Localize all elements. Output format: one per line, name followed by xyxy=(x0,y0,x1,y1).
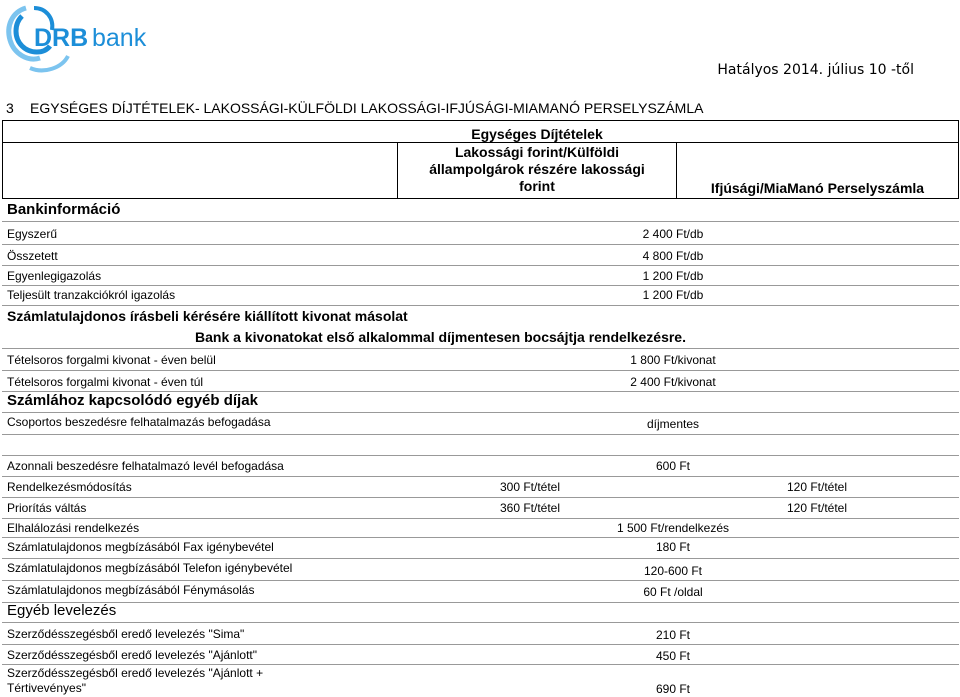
header-subline xyxy=(2,142,959,143)
row-photocopy-value: 60 Ft /oldal xyxy=(643,585,703,599)
row-divider xyxy=(2,537,959,538)
row-transaction-cert-label: Teljesült tranzakciókról igazolás xyxy=(7,288,176,302)
row-fax-value: 180 Ft xyxy=(655,540,691,554)
table-top-border xyxy=(2,120,959,121)
row-itemized-over-year-label: Tételsoros forgalmi kivonat - éven túl xyxy=(7,375,204,389)
row-priority-change-label: Priorítás váltás xyxy=(7,501,87,515)
row-group-collection-label: Csoportos beszedésre felhatalmazás befogadása xyxy=(7,415,271,429)
table-right-border xyxy=(958,120,959,198)
row-priority-change-youth: 120 Ft/tétel xyxy=(786,501,848,515)
table-left-border xyxy=(2,120,3,198)
row-phone-label: Számlatulajdonos megbízásából Telefon igénybevétel xyxy=(7,561,293,575)
row-group-collection-value: díjmentes xyxy=(646,417,700,431)
row-fax-label: Számlatulajdonos megbízásából Fax igénybevétel xyxy=(7,540,274,554)
row-divider xyxy=(2,455,959,456)
section-title: EGYSÉGES DÍJTÉTELEK- LAKOSSÁGI-KÜLFÖLDI LAKOSSÁGI-IFJÚSÁGI-MIAMANÓ PERSELYSZÁMLA xyxy=(30,100,704,116)
bankinfo-heading: Bankinformáció xyxy=(7,201,121,218)
row-mail-simple-label: Szerződésszegésből eredő levelezés "Sima" xyxy=(7,627,245,641)
statement-copy-note: Bank a kivonatokat első alkalommal díjmentesen bocsájtja rendelkezésre. xyxy=(195,329,686,345)
row-order-modification-main: 300 Ft/tétel xyxy=(499,480,561,494)
row-divider xyxy=(2,265,959,266)
row-divider xyxy=(2,412,959,413)
row-divider xyxy=(2,518,959,519)
row-divider xyxy=(2,476,959,477)
header-retail-line: Lakossági forint/Külföldi xyxy=(454,144,620,160)
row-divider xyxy=(2,370,959,371)
row-divider xyxy=(2,305,959,306)
row-balance-label: Egyenlegigazolás xyxy=(7,269,102,283)
row-balance-value: 1 200 Ft/db xyxy=(642,269,704,283)
logo-drb-text: DRB xyxy=(34,24,89,52)
logo-bank-text: bank xyxy=(92,24,147,52)
row-instant-collection-value: 600 Ft xyxy=(655,459,691,473)
header-forint-line: forint xyxy=(519,178,555,194)
row-divider xyxy=(2,664,959,665)
row-itemized-within-year-value: 1 800 Ft/kivonat xyxy=(630,353,716,367)
row-mail-registered-value: 450 Ft xyxy=(655,649,691,663)
row-divider xyxy=(2,602,959,603)
other-fees-heading: Számlához kapcsolódó egyéb díjak xyxy=(7,392,258,409)
row-simple-label: Egyszerű xyxy=(7,227,58,241)
row-divider xyxy=(2,558,959,559)
row-transaction-cert-value: 1 200 Ft/db xyxy=(642,288,704,302)
row-mail-registered-return-label-1: Szerződésszegésből eredő levelezés "Ajánlott + xyxy=(7,666,264,680)
header-bottom-border xyxy=(2,198,959,199)
row-death-disposition-label: Elhalálozási rendelkezés xyxy=(7,521,140,535)
row-divider xyxy=(2,644,959,645)
row-mail-registered-label: Szerződésszegésből eredő levelezés "Ajánlott" xyxy=(7,648,257,662)
row-divider xyxy=(2,434,959,435)
row-order-modification-label: Rendelkezésmódosítás xyxy=(7,480,132,494)
row-order-modification-youth: 120 Ft/tétel xyxy=(786,480,848,494)
effective-date: Hatályos 2014. július 10 -től xyxy=(717,62,914,78)
row-itemized-over-year-value: 2 400 Ft/kivonat xyxy=(630,375,716,389)
statement-copy-heading: Számlatulajdonos írásbeli kérésére kiállított kivonat másolat xyxy=(7,308,408,324)
other-mail-heading: Egyéb levelezés xyxy=(7,602,117,619)
row-death-disposition-value: 1 500 Ft/rendelkezés xyxy=(616,521,730,535)
row-mail-simple-value: 210 Ft xyxy=(655,628,691,642)
drb-bank-logo xyxy=(4,2,154,78)
header-foreign-line: állampolgárok részére lakossági xyxy=(429,161,645,177)
row-complex-value: 4 800 Ft/db xyxy=(642,249,704,263)
row-mail-registered-return-value: 690 Ft xyxy=(655,682,691,696)
row-simple-value: 2 400 Ft/db xyxy=(642,227,704,241)
row-divider xyxy=(2,285,959,286)
row-divider xyxy=(2,221,959,222)
header-unified-fees: Egységes Díjtételek xyxy=(471,126,603,142)
row-mail-registered-return-label-2: Tértivevényes" xyxy=(7,681,86,695)
row-instant-collection-label: Azonnali beszedésre felhatalmazó levél befogadása xyxy=(7,459,284,473)
header-youth-account: Ifjúsági/MiaManó Perselyszámla xyxy=(710,180,925,196)
row-divider xyxy=(2,580,959,581)
row-phone-value: 120-600 Ft xyxy=(643,564,703,578)
row-photocopy-label: Számlatulajdonos megbízásából Fénymásolás xyxy=(7,583,255,597)
row-divider xyxy=(2,348,959,349)
row-divider xyxy=(2,622,959,623)
row-divider xyxy=(2,244,959,245)
section-number: 3 xyxy=(6,100,14,116)
row-divider xyxy=(2,497,959,498)
row-priority-change-main: 360 Ft/tétel xyxy=(499,501,561,515)
row-itemized-within-year-label: Tételsoros forgalmi kivonat - éven belül xyxy=(7,353,216,367)
row-complex-label: Összetett xyxy=(7,249,58,263)
